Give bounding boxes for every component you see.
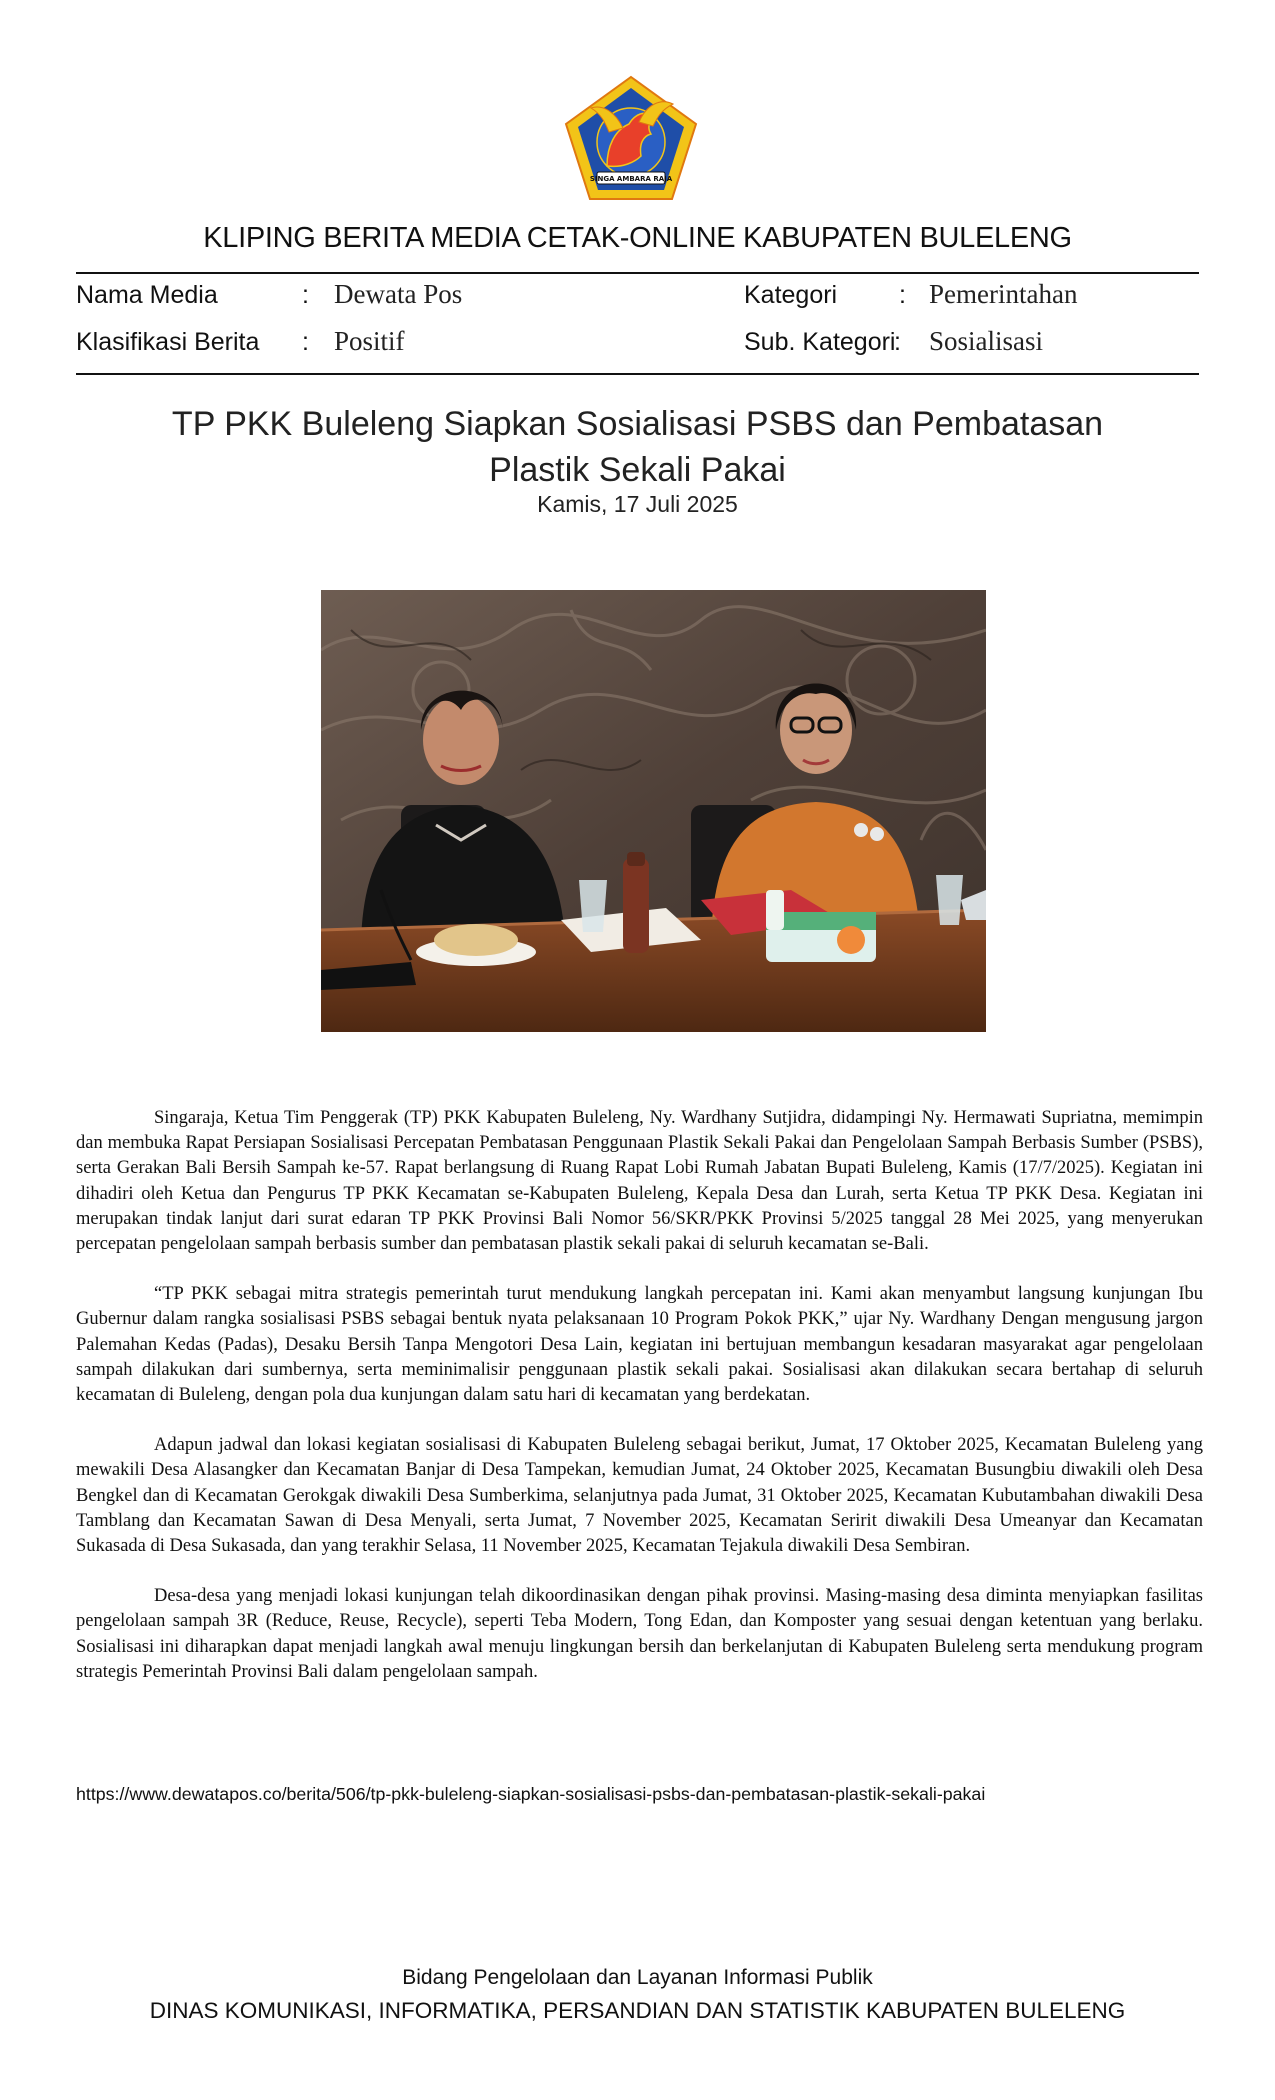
article-title-line-1: TP PKK Buleleng Siapkan Sosialisasi PSBS dan Pembatasan	[171, 405, 1104, 443]
article-paragraph-1: Singaraja, Ketua Tim Penggerak (TP) PKK Kabupaten Buleleng, Ny. Wardhany Sutjidra, didampingi Ny. Hermawati Supriatna, memimpin dan membuka Rapat Persiapan Sosialisasi Percepatan Pembatasan Penggunaan Plastik Sekali Pakai dan Pengelolaan Sampah Berbasis Sumber (PSBS), serta Gerakan Bali Bersih Sampah ke-57. Rapat berlangsung di Ruang Rapat Lobi Rumah Jabatan Bupati Buleleng, Kamis (17/7/2025). Kegiatan ini dihadiri oleh Ketua dan Pengurus TP PKK Kecamatan se-Kabupaten Buleleng, Kepala Desa dan Lurah, serta Ketua TP PKK Desa. Kegiatan ini merupakan tindak lanjut dari surat edaran TP PKK Provinsi Bali Nomor 56/SKR/PKK Provinsi 5/2025 tanggal 28 Mei 2025, yang menyerukan percepatan pengelolaan sampah berbasis sumber dan pembatasan plastik sekali pakai di seluruh kecamatan se-Bali.	[76, 1108, 1203, 1255]
document-header-title: KLIPING BERITA MEDIA CETAK-ONLINE KABUPATEN BULELENG	[203, 222, 1072, 254]
article-paragraph-4: Desa-desa yang menjadi lokasi kunjungan telah dikoordinasikan dengan pihak provinsi. Masing-masing desa diminta menyiapkan fasilitas pengelolaan sampah 3R (Reduce, Reuse, Recycle), seperti Teba Modern, Tong Edan, dan Komposter yang sesuai dengan ketentuan yang berlaku. Sosialisasi ini diharapkan dapat menjadi langkah awal menuju lingkungan bersih dan berkelanjutan di Kabupaten Buleleng serta mendukung program strategis Pemerintah Provinsi Bali dalam pengelolaan sampah.	[76, 1586, 1203, 1682]
news-classification-colon: :	[302, 328, 309, 356]
article-paragraph-3: Adapun jadwal dan lokasi kegiatan sosialisasi di Kabupaten Buleleng sebagai berikut, Jumat, 17 Oktober 2025, Kecamatan Buleleng yang mewakili Desa Alasangker dan Kecamatan Banjar di Desa Tampekan, kemudian Jumat, 24 Oktober 2025, Kecamatan Busungbiu diwakili oleh Desa Bengkel dan di Kecamatan Gerokgak diwakili Desa Sumberkima, selanjutnya pada Jumat, 31 Oktober 2025, Kecamatan Kubutambahan diwakili Desa Tamblang dan Kecamatan Sawan di Desa Menyali, serta Jumat, 7 November 2025, Kecamatan Seririt diwakili Desa Umeanyar dan Kecamatan Sukasada di Desa Sukasada, dan yang terakhir Selasa, 11 November 2025, Kecamatan Tejakula diwakili Desa Sembiran.	[76, 1435, 1203, 1557]
footer-division-name: Bidang Pengelolaan dan Layanan Informasi Publik	[402, 1966, 873, 1989]
subcategory-colon: :	[894, 328, 901, 356]
article-body	[76, 1106, 1203, 1710]
footer-agency-name: DINAS KOMUNIKASI, INFORMATIKA, PERSANDIAN DAN STATISTIK KABUPATEN BULELENG	[149, 1998, 1126, 2023]
singa-ambara-raja-emblem-icon	[563, 74, 699, 202]
subcategory-label: Sub. Kategori	[744, 328, 896, 356]
subcategory-value: Sosialisasi	[929, 326, 1044, 356]
header-divider-top	[76, 272, 1199, 274]
news-classification-value: Positif	[334, 326, 405, 356]
media-name-colon: :	[302, 281, 309, 309]
source-url-link[interactable]: https://www.dewatapos.co/berita/506/tp-pkk-buleleng-siapkan-sosialisasi-psbs-dan-pembatasan-plastik-sekali-pakai	[76, 1784, 986, 1804]
article-photo	[321, 590, 986, 1032]
category-value: Pemerintahan	[929, 279, 1078, 309]
article-paragraph-2: “TP PKK sebagai mitra strategis pemerintah turut mendukung langkah percepatan ini. Kami akan menyambut langsung kunjungan Ibu Gubernur dalam rangka sosialisasi PSBS sebagai bentuk nyata pelaksanaan 10 Program Pokok PKK,” ujar Ny. Wardhany Dengan mengusung jargon Palemahan Kedas (Padas), Desaku Bersih Tanpa Mengotori Desa Lain, kegiatan ini bertujuan membangun kesadaran masyarakat agar pengelolaan sampah dilakukan dari sumbernya, serta meminimalisir penggunaan plastik sekali pakai. Sosialisasi akan dilakukan secara bertahap di seluruh kecamatan di Buleleng, dengan pola dua kunjungan dalam satu hari di kecamatan yang berdekatan.	[76, 1284, 1203, 1406]
article-title	[0, 401, 1275, 493]
article-title-line-2: Plastik Sekali Pakai	[489, 451, 786, 489]
category-colon: :	[899, 281, 906, 309]
header-divider-bottom	[76, 373, 1199, 375]
media-name-value: Dewata Pos	[334, 279, 463, 309]
article-date: Kamis, 17 Juli 2025	[537, 491, 738, 517]
svg-text:SINGA AMBARA RAJA: SINGA AMBARA RAJA	[589, 175, 673, 183]
category-label: Kategori	[744, 281, 838, 309]
news-classification-label: Klasifikasi Berita	[76, 328, 260, 356]
media-name-label: Nama Media	[76, 281, 218, 309]
